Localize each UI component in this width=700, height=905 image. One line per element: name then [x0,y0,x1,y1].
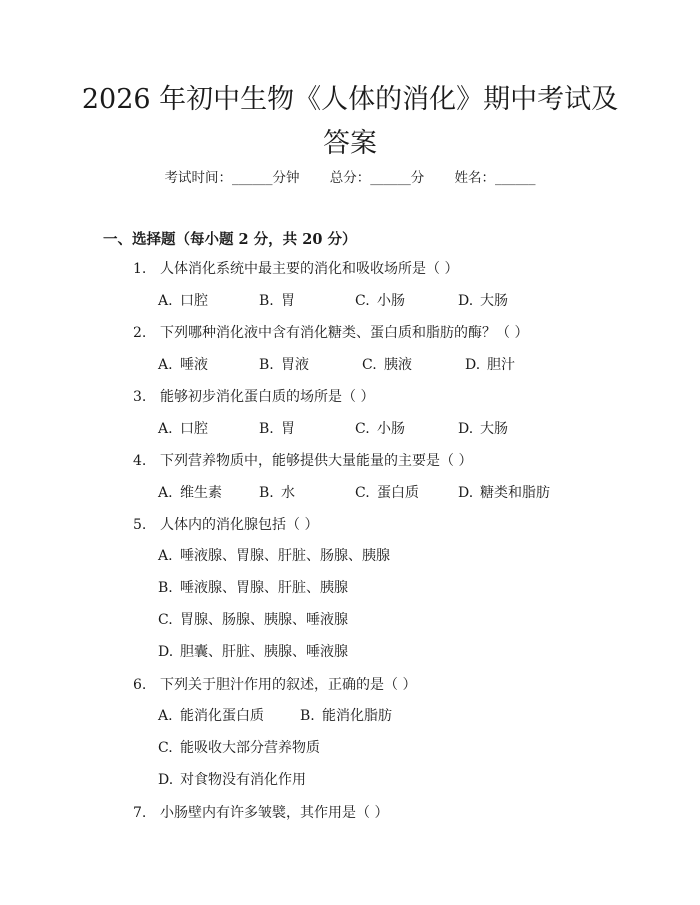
question-number: 2. [133,325,147,341]
question-7 [133,803,388,823]
option-b: B. 水 [259,485,295,501]
question-3 [133,387,374,407]
exam-time: 考试时间：______分钟 [164,170,300,186]
option-a: A. 唾液腺、胃腺、肝脏、肠腺、胰腺 [158,548,390,564]
question-text: 下列营养物质中，能够提供大量能量的主要是（ ） [160,453,473,469]
option-c: C. 蛋白质 [355,485,419,501]
question-number: 3. [133,389,147,405]
option-b: B. 胃液 [259,357,309,373]
question-text: 下列关于胆汁作用的叙述，正确的是（ ） [160,677,417,693]
exam-meta [0,168,700,188]
question-number: 4. [133,453,147,469]
option-d: D. 糖类和脂肪 [458,485,550,501]
question-text: 人体消化系统中最主要的消化和吸收场所是（ ） [160,261,459,277]
option-d: D. 对食物没有消化作用 [158,772,306,788]
page-title [60,78,640,166]
option-d: D. 胆囊、肝脏、胰腺、唾液腺 [158,644,348,660]
question-1 [133,259,458,279]
question-text: 能够初步消化蛋白质的场所是（ ） [160,389,375,405]
option-d: D. 大肠 [458,293,508,309]
option-a: A. 能消化蛋白质 [158,708,264,724]
option-b: B. 能消化脂肪 [300,708,392,724]
option-b: B. 胃 [259,421,295,437]
question-number: 5. [133,517,147,533]
option-c: C. 小肠 [355,421,405,437]
option-a: A. 口腔 [158,293,208,309]
question-number: 7. [133,805,147,821]
option-c: C. 胰液 [362,357,412,373]
question-text: 下列哪种消化液中含有消化糖类、蛋白质和脂肪的酶？（ ） [160,325,529,341]
exam-total-score: 总分：______分 [329,170,425,186]
question-6 [133,675,416,695]
question-text: 小肠壁内有许多皱襞，其作用是（ ） [160,805,389,821]
question-5 [133,515,318,535]
student-name: 姓名：______ [454,170,536,186]
option-a: A. 口腔 [158,421,208,437]
option-c: C. 小肠 [355,293,405,309]
option-d: D. 胆汁 [465,357,515,373]
option-a: A. 维生素 [158,485,222,501]
option-a: A. 唾液 [158,357,208,373]
question-number: 1. [133,261,147,277]
question-text: 人体内的消化腺包括（ ） [160,517,319,533]
title-line-1: 2026 年初中生物《人体的消化》期中考试及 [81,84,619,115]
option-d: D. 大肠 [458,421,508,437]
question-number: 6. [133,677,147,693]
section-heading: 一、选择题（每小题 2 分，共 20 分） [103,231,357,248]
option-b: B. 唾液腺、胃腺、肝脏、胰腺 [158,580,348,596]
question-4 [133,451,472,471]
question-2 [133,323,528,343]
option-b: B. 胃 [259,293,295,309]
title-line-2: 答案 [323,128,377,159]
option-c: C. 能吸收大部分营养物质 [158,740,320,756]
option-c: C. 胃腺、肠腺、胰腺、唾液腺 [158,612,348,628]
